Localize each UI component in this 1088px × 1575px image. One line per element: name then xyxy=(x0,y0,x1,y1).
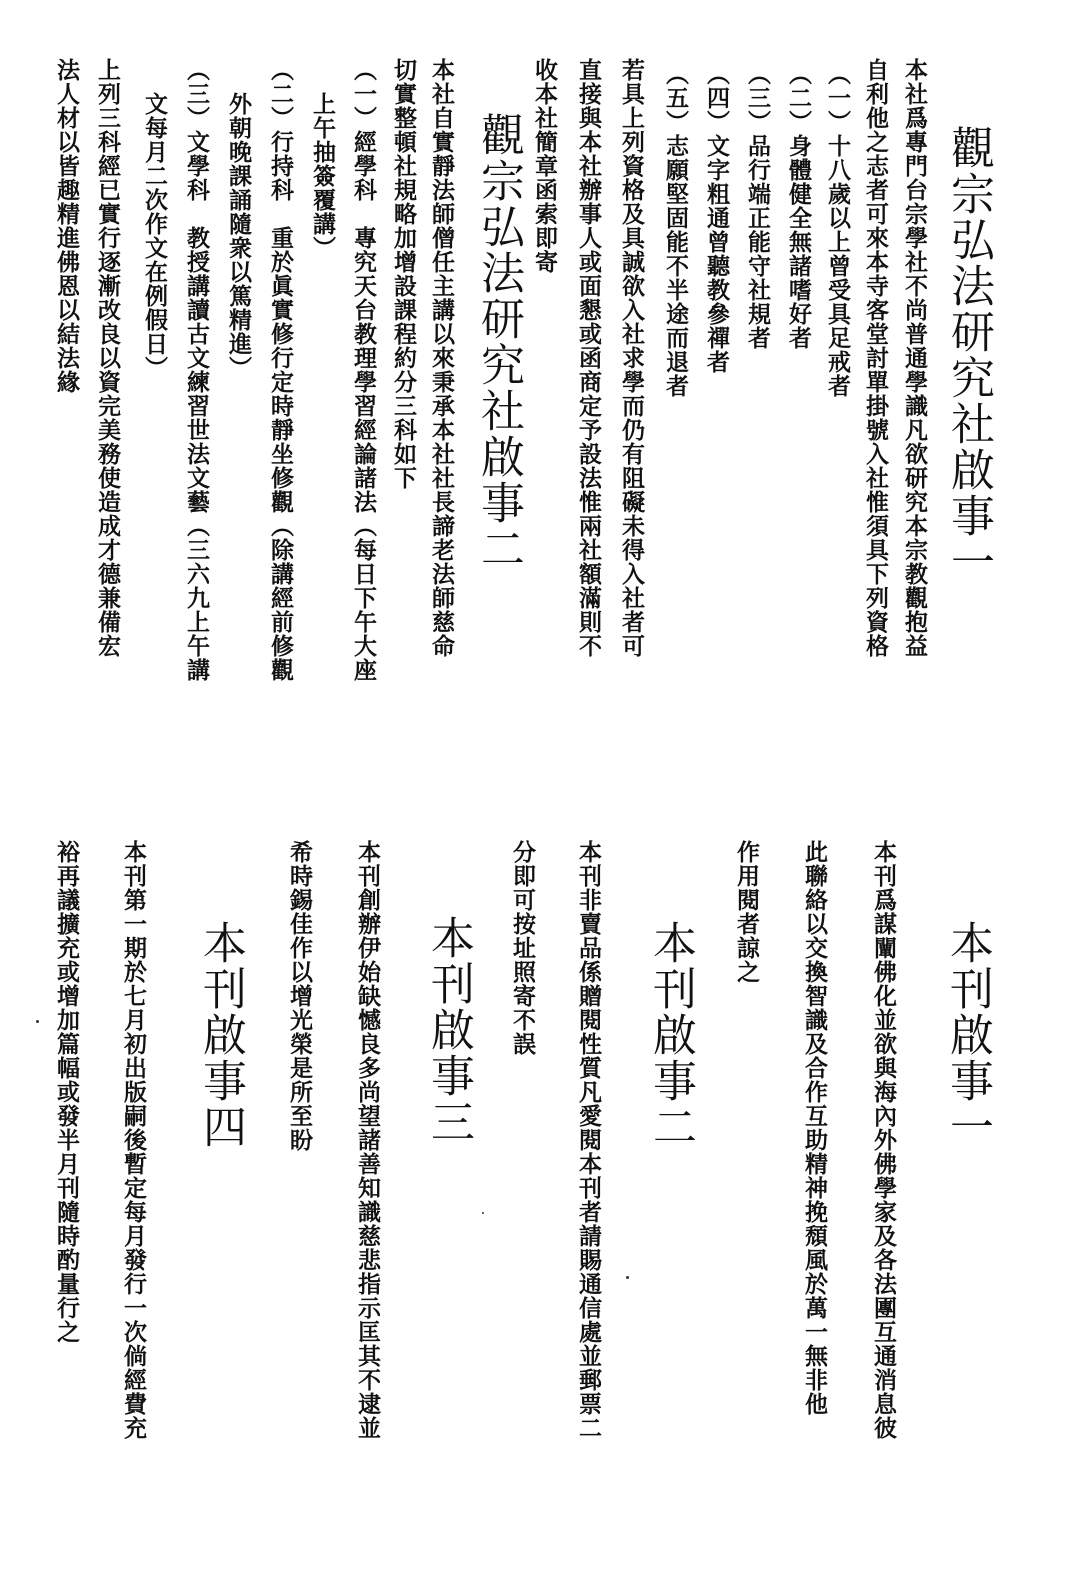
notice-line: 本刊非賣品係贈閱性質凡愛閱本刊者請賜通信處並郵票二 xyxy=(575,840,602,1440)
notice-line: 此聯絡以交換智識及合作互助精神挽頹風於萬一無非他 xyxy=(801,840,828,1416)
notice-line: 上午抽簽覆講） xyxy=(309,92,336,260)
notice-title: 本刊啟事三 xyxy=(423,915,474,1145)
notice-line: 收本社簡章函索即寄 xyxy=(531,58,558,274)
notice-title: 觀宗弘法研究社啟事一 xyxy=(943,125,994,585)
notice-line: （一）經學科 專究天台教理學習經論諸法（每日下午大座 xyxy=(350,58,377,682)
notice-line: （五）志願堅固能不半途而退者 xyxy=(662,62,689,398)
notice-line: 本刊創辦伊始缺憾良多尚望諸善知識慈悲指示匡其不逮並 xyxy=(354,840,381,1440)
notice-title: 本刊啟事二 xyxy=(645,920,696,1150)
notice-line: （三）品行端正能守社規者 xyxy=(744,62,771,350)
notice-line: 外朝晚課誦隨衆以篤精進） xyxy=(225,92,252,380)
notice-line: 作用閱者諒之 xyxy=(733,840,760,984)
notice-line: 本刊爲謀闡佛化並欲與海內外佛學家及各法團互通消息彼 xyxy=(870,840,897,1440)
print-speck xyxy=(482,1212,484,1214)
notice-title: 觀宗弘法研究社啟事二 xyxy=(473,112,524,572)
notice-line: 本社自實靜法師僧任主講以來秉承本社社長諦老法師慈命 xyxy=(428,58,455,658)
notice-line: 文每月二次作文在例假日） xyxy=(141,92,168,380)
print-speck xyxy=(626,1276,629,1279)
notice-line: （四）文字粗通曾聽教參禪者 xyxy=(703,62,730,374)
notice-line: 法人材以皆趣精進佛恩以結法緣 xyxy=(53,58,80,394)
notice-line: 本社爲專門台宗學社不尚普通學識凡欲研究本宗教觀抱益 xyxy=(901,58,928,658)
notice-title: 本刊啟事四 xyxy=(195,920,246,1150)
notice-line: （三）文學科 教授講讀古文練習世法文藝（三六九上午講 xyxy=(183,58,210,682)
notice-line: 上列三科經已實行逐漸改良以資完美務使造成才德兼備宏 xyxy=(94,58,121,658)
notice-line: 裕再議擴充或增加篇幅或發半月刊隨時酌量行之 xyxy=(53,840,80,1344)
notice-line: 切實整頓社規略加增設課程約分三科如下 xyxy=(390,58,417,490)
notice-line: （一）十八歲以上曾受具足戒者 xyxy=(824,62,851,398)
notice-line: 希時錫佳作以增光榮是所至盼 xyxy=(286,840,313,1152)
notice-line: （二）行持科 重於眞實修行定時靜坐修觀（除講經前修觀 xyxy=(267,58,294,682)
notice-line: 本刊第一期於七月初出版嗣後暫定每月發行一次倘經費充 xyxy=(120,840,147,1440)
notice-title: 本刊啟事一 xyxy=(942,920,993,1150)
notice-line: 若具上列資格及具誠欲入社求學而仍有阻礙未得入社者可 xyxy=(618,58,645,658)
notice-line: （二）身體健全無諸嗜好者 xyxy=(785,62,812,350)
notice-line: 自利他之志者可來本寺客堂討單掛號入社惟須具下列資格 xyxy=(862,58,889,658)
notice-line: 直接與本社辦事人或面懇或函商定予設法惟兩社額滿則不 xyxy=(575,58,602,658)
notice-line: 分即可按址照寄不誤 xyxy=(509,840,536,1056)
print-speck xyxy=(36,1020,39,1023)
